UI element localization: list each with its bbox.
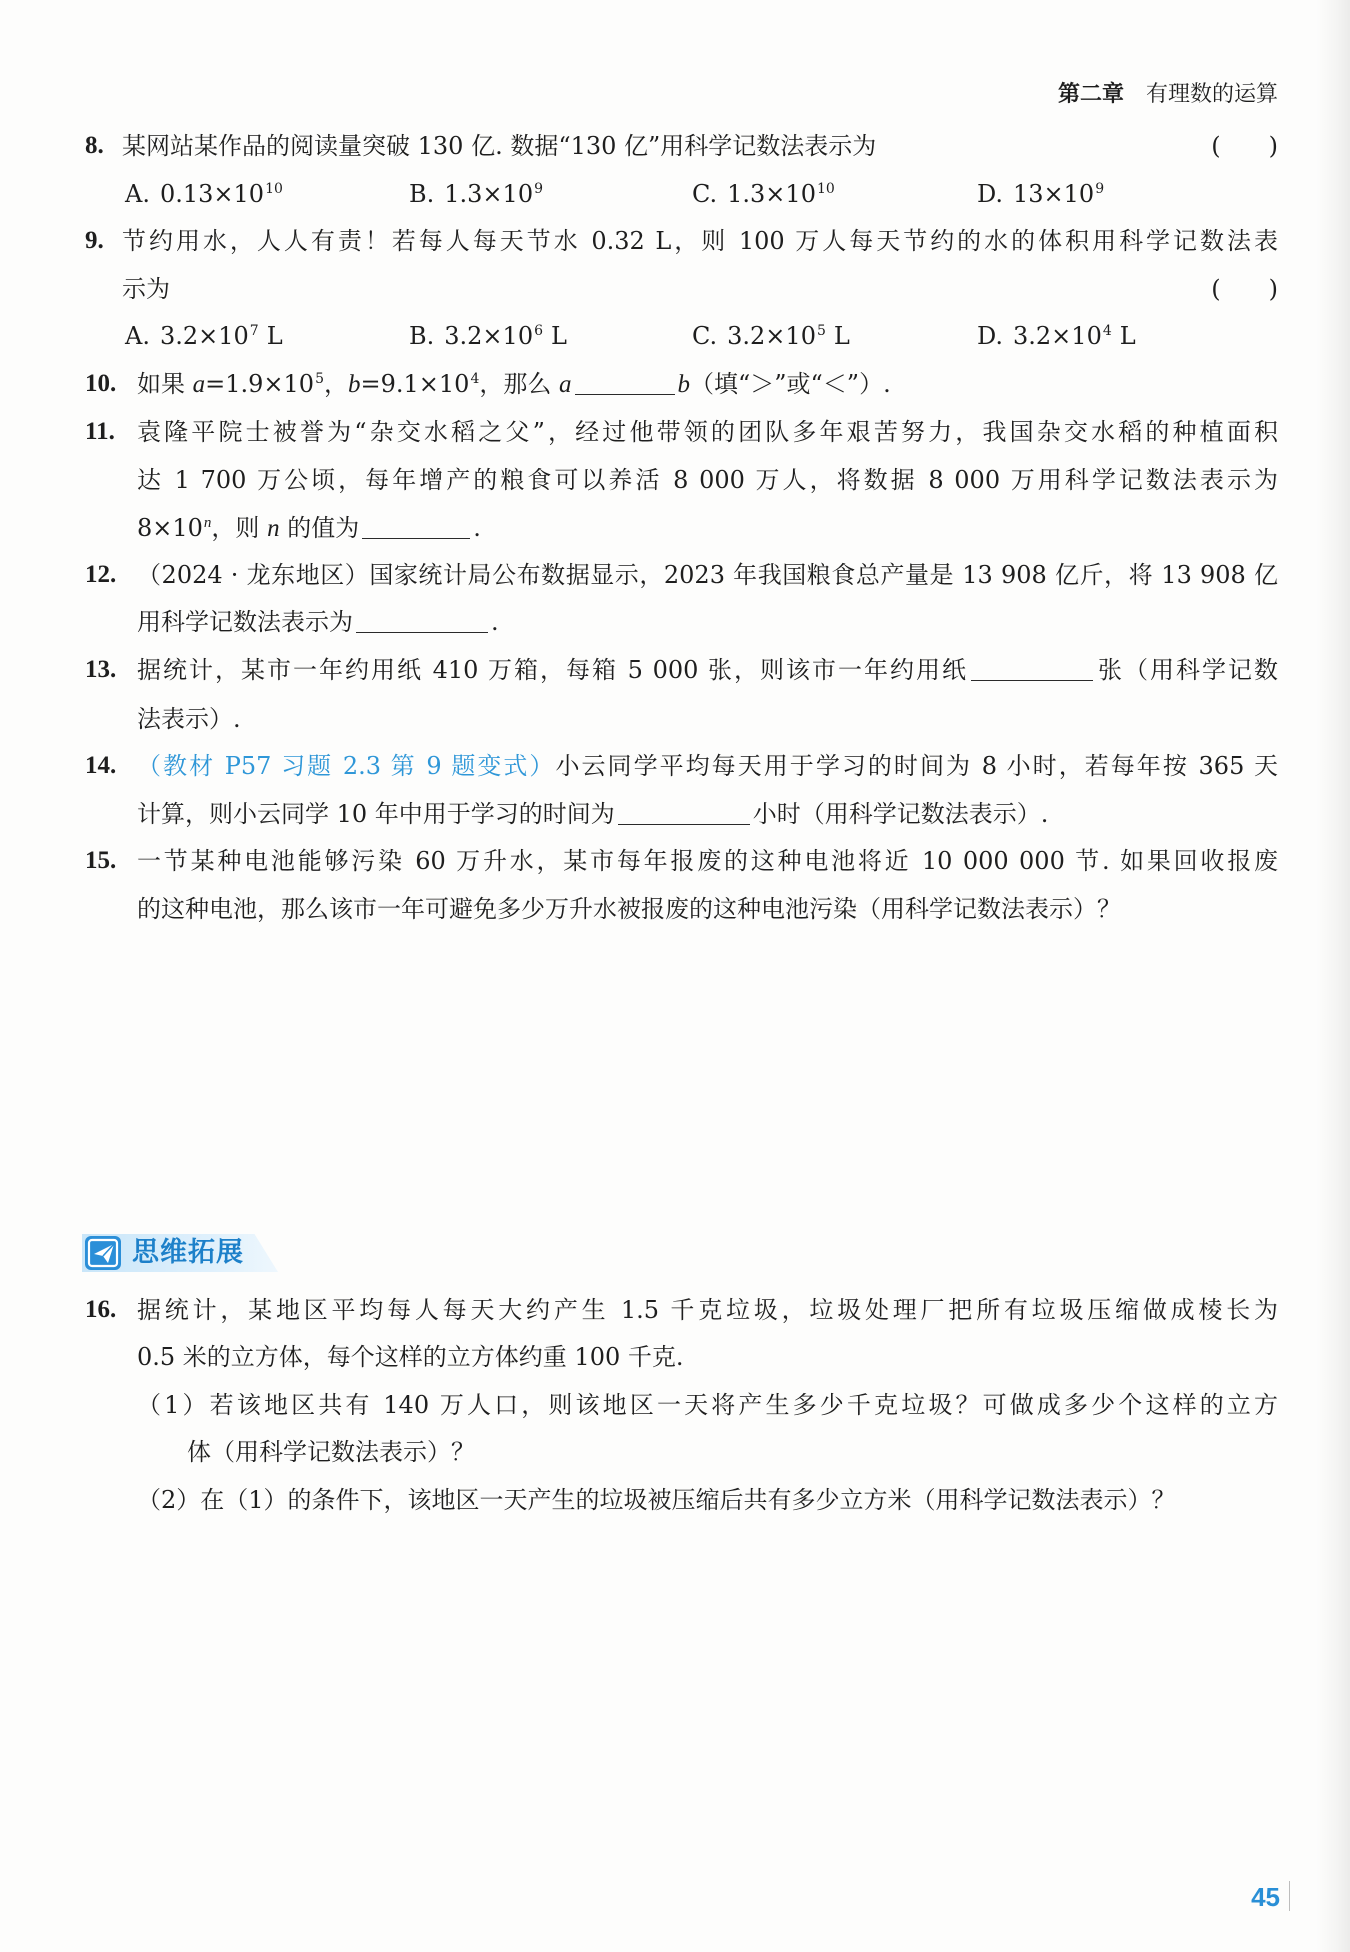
option-exponent: 10 xyxy=(265,181,283,197)
question-8-option-c xyxy=(692,170,835,218)
option-label: B. xyxy=(409,322,435,350)
chapter-title: 有理数的运算 xyxy=(1145,82,1278,107)
option-value: 0.13×10 xyxy=(159,180,265,208)
option-unit: L xyxy=(266,322,283,350)
option-exponent: 7 xyxy=(249,323,259,339)
question-number-15: 15. xyxy=(85,847,117,874)
text: 如果 xyxy=(137,370,193,398)
question-16-line-1: 据统计，某地区平均每人每天大约产生 1.5 千克垃圾，垃圾处理厂把所有垃圾压缩做成棱长为 xyxy=(137,1296,1278,1324)
variable-n: n xyxy=(267,515,280,542)
question-15-line-1: 一节某种电池能够污染 60 万升水，某市每年报废的这种电池将近 10 000 000 节. 如果回收报废 xyxy=(137,847,1278,875)
question-9-stem-line-1: 节约用水，人人有责！若每人每天节水 0.32 L，则 100 万人每天节约的水的体积用科学记数法表 xyxy=(122,227,1278,255)
running-header xyxy=(1058,78,1278,110)
question-13-line-1 xyxy=(137,646,1278,694)
question-11-line-1: 袁隆平院士被誉为“杂交水稻之父”，经过他带领的团队多年艰苦努力，我国杂交水稻的种植面积 xyxy=(137,418,1278,446)
text: 小云同学平均每天用于学习的时间为 8 小时，若每年按 365 天 xyxy=(555,752,1278,780)
variable-a: a xyxy=(559,371,572,398)
option-label: C. xyxy=(692,322,718,350)
page-edge-shadow xyxy=(1316,0,1350,1952)
option-exponent: 9 xyxy=(534,181,544,197)
question-11-line-3 xyxy=(137,504,1278,552)
question-9-stem-line-2: 示为 xyxy=(122,275,170,303)
text: 8×10 xyxy=(137,514,203,542)
answer-blank xyxy=(575,366,675,395)
question-8-stem: 某网站某作品的阅读量突破 130 亿. 数据“130 亿”用科学记数法表示为 xyxy=(122,132,877,160)
text: 计算，则小云同学 10 年中用于学习的时间为 xyxy=(137,800,615,828)
question-10-stem xyxy=(137,360,1278,408)
question-9-option-b xyxy=(409,312,567,360)
question-9-answer-bracket: ( ) xyxy=(1211,275,1278,303)
question-16-line-2: 0.5 米的立方体，每个这样的立方体约重 100 千克. xyxy=(137,1343,684,1371)
question-number-14: 14. xyxy=(85,752,117,779)
text: 小时（用科学记数法表示）. xyxy=(752,800,1049,828)
option-label: D. xyxy=(977,322,1004,350)
answer-blank xyxy=(618,796,750,825)
option-label: A. xyxy=(125,180,150,208)
section-title: 思维拓展 xyxy=(132,1237,244,1268)
chapter-label: 第二章 xyxy=(1057,81,1124,107)
question-9-option-a xyxy=(125,312,283,360)
option-unit: L xyxy=(1119,322,1136,350)
question-8-answer-bracket: ( ) xyxy=(1211,132,1278,160)
option-exponent: 10 xyxy=(816,181,835,197)
option-label: C. xyxy=(692,180,718,208)
option-label: D. xyxy=(977,180,1004,208)
option-exponent: 6 xyxy=(534,323,544,339)
question-12-line-1: （2024 · 龙东地区）国家统计局公布数据显示，2023 年我国粮食总产量是 13 908 亿斤，将 13 908 亿 xyxy=(137,561,1278,589)
option-value: 1.3×10 xyxy=(444,180,534,208)
question-9-option-d xyxy=(977,312,1136,360)
question-15-line-2: 的这种电池，那么该市一年可避免多少万升水被报废的这种电池污染（用科学记数法表示）？ xyxy=(137,895,1121,923)
question-number-9: 9. xyxy=(85,227,104,254)
question-number-8: 8. xyxy=(85,132,104,159)
text: . xyxy=(491,608,499,636)
question-8-option-b xyxy=(409,170,543,218)
exponent: 4 xyxy=(470,371,480,387)
option-value: 13×10 xyxy=(1013,180,1095,208)
question-number-13: 13. xyxy=(85,656,117,683)
text: 的值为 xyxy=(279,514,360,542)
question-8-option-d xyxy=(977,170,1104,218)
option-value: 3.2×10 xyxy=(727,322,816,350)
question-12-line-2 xyxy=(137,598,1278,646)
exponent: 5 xyxy=(315,371,324,387)
answer-blank xyxy=(356,604,488,633)
text: ，那么 xyxy=(479,370,559,398)
option-value: 3.2×10 xyxy=(444,322,534,350)
text: . xyxy=(473,514,481,542)
text: ，则 xyxy=(211,514,268,542)
answer-blank xyxy=(362,510,470,539)
paper-plane-icon xyxy=(84,1235,124,1271)
text: 据统计，某市一年约用纸 410 万箱，每箱 5 000 张，则该市一年约用纸 xyxy=(137,656,969,684)
text: =1.9×10 xyxy=(205,370,315,398)
text: （填“＞”或“＜”）. xyxy=(690,370,891,398)
question-8-option-a xyxy=(125,170,283,218)
option-value: 3.2×10 xyxy=(159,322,249,350)
option-exponent: 5 xyxy=(816,323,826,339)
option-unit: L xyxy=(833,322,850,350)
margin-tick xyxy=(1289,1881,1290,1911)
variable-b: b xyxy=(677,371,690,398)
question-14-line-2 xyxy=(137,790,1278,838)
question-number-11: 11. xyxy=(85,418,115,445)
page-number: 45 xyxy=(1251,1882,1280,1912)
text: ， xyxy=(324,370,348,398)
text: =9.1×10 xyxy=(360,370,470,398)
option-unit: L xyxy=(551,322,567,350)
text: 用科学记数法表示为 xyxy=(137,608,353,636)
variable-a: a xyxy=(192,371,206,398)
question-16-sub-2-line-1: （2）在（1）的条件下，该地区一天产生的垃圾被压缩后共有多少立方米（用科学记数法表示）？ xyxy=(137,1486,1176,1514)
option-value: 1.3×10 xyxy=(727,180,816,208)
option-exponent: 4 xyxy=(1102,323,1112,339)
question-14-line-1 xyxy=(137,742,1278,790)
textbook-source-note: （教材 P57 习题 2.3 第 9 题变式） xyxy=(137,752,556,780)
question-9-option-c xyxy=(692,312,850,360)
option-label: A. xyxy=(125,322,150,350)
question-number-12: 12. xyxy=(85,561,117,588)
question-11-line-2: 达 1 700 万公顷，每年增产的粮食可以养活 8 000 万人，将数据 8 000 万用科学记数法表示为 xyxy=(137,466,1278,494)
option-value: 3.2×10 xyxy=(1013,322,1102,350)
answer-blank xyxy=(971,652,1093,681)
text: 张（用科学记数 xyxy=(1096,656,1278,684)
question-16-sub-1-line-1: （1）若该地区共有 140 万人口，则该地区一天将产生多少千克垃圾？可做成多少个这样的立方 xyxy=(137,1391,1278,1419)
question-number-16: 16. xyxy=(85,1296,117,1323)
option-exponent: 9 xyxy=(1095,181,1105,197)
option-label: B. xyxy=(409,180,435,208)
question-16-sub-1-line-2: 体（用科学记数法表示）？ xyxy=(187,1438,475,1466)
exponent: n xyxy=(203,515,212,531)
variable-b: b xyxy=(348,371,361,398)
question-13-line-2: 法表示）. xyxy=(137,705,241,733)
question-number-10: 10. xyxy=(85,370,117,397)
